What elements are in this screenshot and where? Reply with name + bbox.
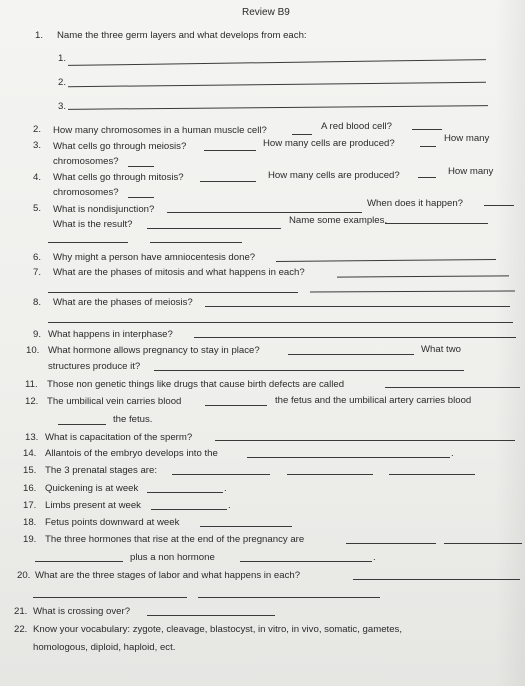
q14-period: . xyxy=(451,448,454,459)
q2-answer-line-b[interactable] xyxy=(412,129,442,130)
page-edge-shadow xyxy=(495,0,525,686)
q7-answer-line-a[interactable] xyxy=(337,275,509,277)
q12-text-b: the fetus and the umbilical artery carries blood xyxy=(275,395,472,406)
q20-number: 20. xyxy=(17,570,31,581)
q16-period: . xyxy=(224,483,227,494)
q19-answer-line-a[interactable] xyxy=(346,543,436,544)
q10-answer-line-b[interactable] xyxy=(154,370,464,371)
q3-text-a: What cells go through meiosis? xyxy=(53,141,187,152)
q20-answer-line-b[interactable] xyxy=(33,597,187,598)
q21-answer-line[interactable] xyxy=(147,615,275,616)
q8-text: What are the phases of meiosis? xyxy=(53,297,193,308)
q5-answer-line-c[interactable] xyxy=(147,228,281,229)
q14-answer-line[interactable] xyxy=(247,457,450,458)
q4-text-d: chromosomes? xyxy=(53,187,119,198)
q13-number: 13. xyxy=(25,432,39,443)
q10-text-b: What two xyxy=(421,344,461,355)
q7-answer-line-c[interactable] xyxy=(310,290,515,292)
q15-answer-line-c[interactable] xyxy=(389,474,475,475)
q16-text: Quickening is at week xyxy=(45,483,139,494)
q2-text-a: How many chromosomes in a human muscle cell? xyxy=(53,125,267,136)
q12-answer-line-a[interactable] xyxy=(205,405,267,406)
q5-answer-line-a[interactable] xyxy=(167,212,362,213)
q19-period: . xyxy=(373,552,376,563)
q11-text: Those non genetic things like drugs that cause birth defects are called xyxy=(47,379,345,390)
q3-number: 3. xyxy=(33,140,42,151)
q21-text: What is crossing over? xyxy=(33,606,131,617)
q9-number: 9. xyxy=(33,329,42,340)
q3-answer-line-b[interactable] xyxy=(420,146,436,147)
q4-text-b: How many cells are produced? xyxy=(268,170,400,181)
q19-text-a: The three hormones that rise at the end of the pregnancy are xyxy=(45,534,305,545)
q13-text: What is capacitation of the sperm? xyxy=(45,432,193,443)
q6-number: 6. xyxy=(33,252,42,263)
q5-number: 5. xyxy=(33,203,42,214)
q8-number: 8. xyxy=(33,297,42,308)
q9-text: What happens in interphase? xyxy=(48,329,173,340)
q19-number: 19. xyxy=(23,534,37,545)
q8-answer-line-a[interactable] xyxy=(205,306,510,307)
q5-text-d: Name some examples. xyxy=(289,215,388,226)
q22-text-b: homologous, diploid, haploid, ect. xyxy=(33,642,176,653)
q22-number: 22. xyxy=(14,624,28,635)
q12-text-c: the fetus. xyxy=(113,414,153,425)
q17-text: Limbs present at week xyxy=(45,500,141,511)
q7-text: What are the phases of mitosis and what happens in each? xyxy=(53,267,305,278)
q14-text: Allantois of the embryo develops into the xyxy=(45,448,218,459)
q5-answer-line-e[interactable] xyxy=(48,242,128,243)
q5-text-b: When does it happen? xyxy=(367,198,464,209)
q4-answer-line-c[interactable] xyxy=(128,197,154,198)
q9-answer-line[interactable] xyxy=(194,337,516,338)
q10-text-c: structures produce it? xyxy=(48,361,141,372)
q4-number: 4. xyxy=(33,172,42,183)
q14-number: 14. xyxy=(23,448,37,459)
q20-text: What are the three stages of labor and what happens in each? xyxy=(35,570,301,581)
q16-number: 16. xyxy=(23,483,37,494)
q5-text-a: What is nondisjunction? xyxy=(53,204,155,215)
q3-text-c: How many xyxy=(444,133,490,144)
q1-sub1-answer-line[interactable] xyxy=(68,59,486,66)
q1-sub3-answer-line[interactable] xyxy=(68,105,488,110)
q19-answer-line-c[interactable] xyxy=(35,561,123,562)
q10-answer-line-a[interactable] xyxy=(288,354,414,355)
q2-text-b: A red blood cell? xyxy=(321,121,392,132)
q1-sub2-label: 2. xyxy=(58,77,67,88)
q10-text-a: What hormone allows pregnancy to stay in place? xyxy=(48,345,260,356)
q18-text: Fetus points downward at week xyxy=(45,517,180,528)
q1-sub2-answer-line[interactable] xyxy=(68,82,486,87)
q6-text: Why might a person have amniocentesis done? xyxy=(53,252,256,263)
q17-number: 17. xyxy=(23,500,37,511)
q12-number: 12. xyxy=(25,396,39,407)
q1-sub3-label: 3. xyxy=(58,101,67,112)
q12-answer-line-b[interactable] xyxy=(58,424,106,425)
q7-answer-line-b[interactable] xyxy=(48,292,298,293)
q2-answer-line-a[interactable] xyxy=(292,134,312,135)
q3-text-d: chromosomes? xyxy=(53,156,119,167)
q13-answer-line[interactable] xyxy=(215,440,515,441)
q19-answer-line-d[interactable] xyxy=(240,561,372,562)
q3-text-b: How many cells are produced? xyxy=(263,138,395,149)
q18-number: 18. xyxy=(23,517,37,528)
q10-number: 10. xyxy=(26,345,40,356)
q5-text-c: What is the result? xyxy=(53,219,133,230)
q15-answer-line-b[interactable] xyxy=(287,474,373,475)
worksheet-title: Review B9 xyxy=(242,7,290,18)
q4-text-c: How many xyxy=(448,166,494,177)
q20-answer-line-c[interactable] xyxy=(198,597,380,598)
q11-number: 11. xyxy=(25,379,38,390)
q18-answer-line[interactable] xyxy=(200,526,292,527)
q22-text-a: Know your vocabulary: zygote, cleavage, blastocyst, in vitro, in vivo, somatic, gametes, xyxy=(33,624,402,635)
q6-answer-line[interactable] xyxy=(276,259,496,262)
q15-text: The 3 prenatal stages are: xyxy=(45,465,157,476)
q16-answer-line[interactable] xyxy=(147,492,223,493)
q15-answer-line-a[interactable] xyxy=(172,474,270,475)
q1-number: 1. xyxy=(35,30,44,41)
q5-answer-line-d[interactable] xyxy=(385,223,488,224)
q4-answer-line-a[interactable] xyxy=(200,181,256,182)
q4-text-a: What cells go through mitosis? xyxy=(53,172,184,183)
q3-answer-line-a[interactable] xyxy=(204,150,256,151)
q21-number: 21. xyxy=(14,606,28,617)
q19-text-b: plus a non hormone xyxy=(130,552,215,563)
q5-answer-line-f[interactable] xyxy=(150,242,242,243)
q4-answer-line-b[interactable] xyxy=(418,177,436,178)
q7-number: 7. xyxy=(33,267,42,278)
q12-text-a: The umbilical vein carries blood xyxy=(47,396,182,407)
q1-sub1-label: 1. xyxy=(58,53,67,64)
q17-period: . xyxy=(228,500,231,511)
q1-text: Name the three germ layers and what develops from each: xyxy=(57,30,307,41)
q3-answer-line-c[interactable] xyxy=(128,166,154,167)
q15-number: 15. xyxy=(23,465,37,476)
q8-answer-line-b[interactable] xyxy=(48,322,513,323)
q2-number: 2. xyxy=(33,124,42,135)
q17-answer-line[interactable] xyxy=(151,509,227,510)
